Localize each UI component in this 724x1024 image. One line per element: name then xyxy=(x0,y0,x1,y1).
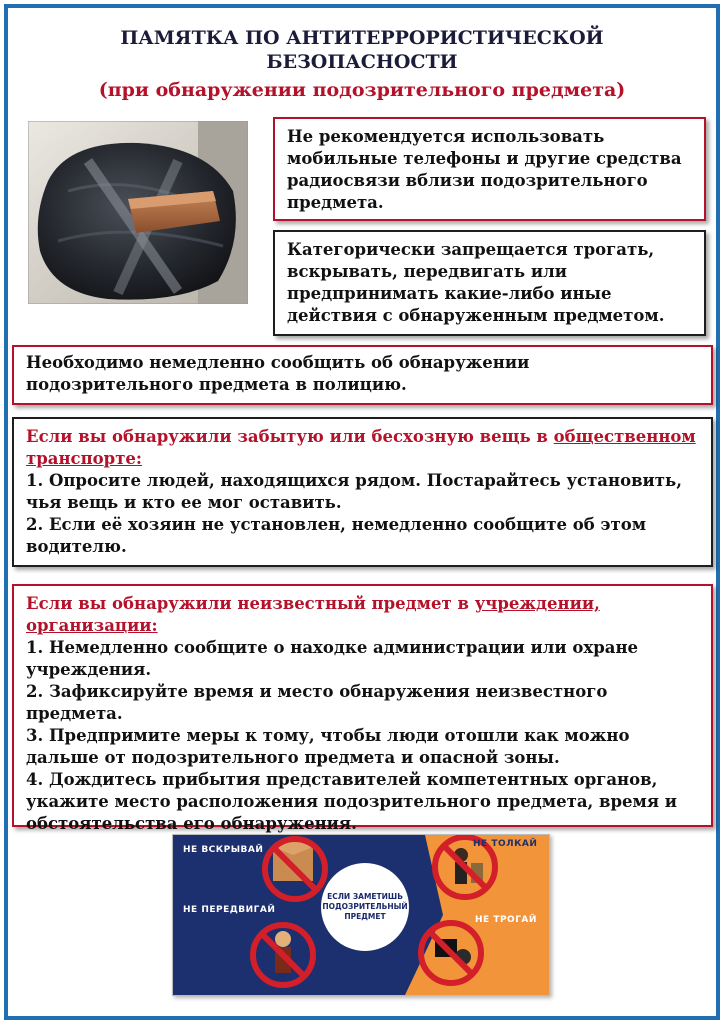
label-do-not-move: НЕ ПЕРЕДВИГАЙ xyxy=(183,905,276,915)
box-call-police xyxy=(12,345,713,405)
institution-heading-text: Если вы обнаружили неизвестный предмет в xyxy=(26,594,475,613)
label-do-not-push: НЕ ТОЛКАЙ xyxy=(473,839,538,849)
box-institution xyxy=(12,584,713,833)
institution-item-4: 4. Дождитесь прибытия представителей компетентных органов, укажите место расположения подозрительного предмета, время и обстоятельства его обнаружения. xyxy=(26,770,678,833)
transport-item-1: 1. Опросите людей, находящихся рядом. Постарайтесь установить, чья вещь и кто ее мог оставить. xyxy=(26,471,682,512)
institution-item-1: 1. Немедленно сообщите о находке администрации или охране учреждения. xyxy=(26,638,639,679)
institution-heading xyxy=(26,593,699,637)
no-touch-text: Категорически запрещается трогать, вскрывать, передвигать или предпринимать какие-либо иные действия с обнаруженным предметом. xyxy=(287,240,665,325)
transport-heading-text: Если вы обнаружили забытую или бесхозную вещь в xyxy=(26,427,554,446)
label-do-not-open: НЕ ВСКРЫВАЙ xyxy=(183,845,264,855)
call-police-text: Необходимо немедленно сообщить об обнаружении подозрительного предмета в полицию. xyxy=(26,353,530,394)
page-title xyxy=(0,26,724,74)
suspicious-bag-photo xyxy=(28,121,248,304)
box-public-transport xyxy=(12,417,713,567)
title-line-1: ПАМЯТКА ПО АНТИТЕРРОРИСТИЧЕСКОЙ xyxy=(120,27,604,49)
warning-banner xyxy=(172,834,550,996)
banner-center-circle xyxy=(321,863,409,951)
transport-item-2: 2. Если её хозяин не установлен, немедленно сообщите об этом водителю. xyxy=(26,515,647,556)
box-no-touch xyxy=(273,230,706,336)
no-phones-text: Не рекомендуется использовать мобильные телефоны и другие средства радиосвязи вблизи подозрительного предмета. xyxy=(287,127,682,212)
bag-with-brick-image xyxy=(28,121,248,304)
transport-heading-underlined: общественном транспорте: xyxy=(26,427,696,468)
transport-heading xyxy=(26,426,699,470)
page-subtitle: (при обнаружении подозрительного предмета) xyxy=(98,79,626,101)
banner-center-text: ЕСЛИ ЗАМЕТИШЬ ПОДОЗРИТЕЛЬНЫЙ ПРЕДМЕТ xyxy=(322,892,408,921)
box-no-phones xyxy=(273,117,706,221)
institution-item-3: 3. Предпримите меры к тому, чтобы люди отошли как можно дальше от подозрительного предмета и опасной зоны. xyxy=(26,726,630,767)
title-line-2: БЕЗОПАСНОСТИ xyxy=(266,51,458,73)
institution-heading-underlined: учреждении, организации: xyxy=(26,594,600,635)
label-do-not-touch: НЕ ТРОГАЙ xyxy=(475,915,537,925)
institution-item-2: 2. Зафиксируйте время и место обнаружения неизвестного предмета. xyxy=(26,682,608,723)
